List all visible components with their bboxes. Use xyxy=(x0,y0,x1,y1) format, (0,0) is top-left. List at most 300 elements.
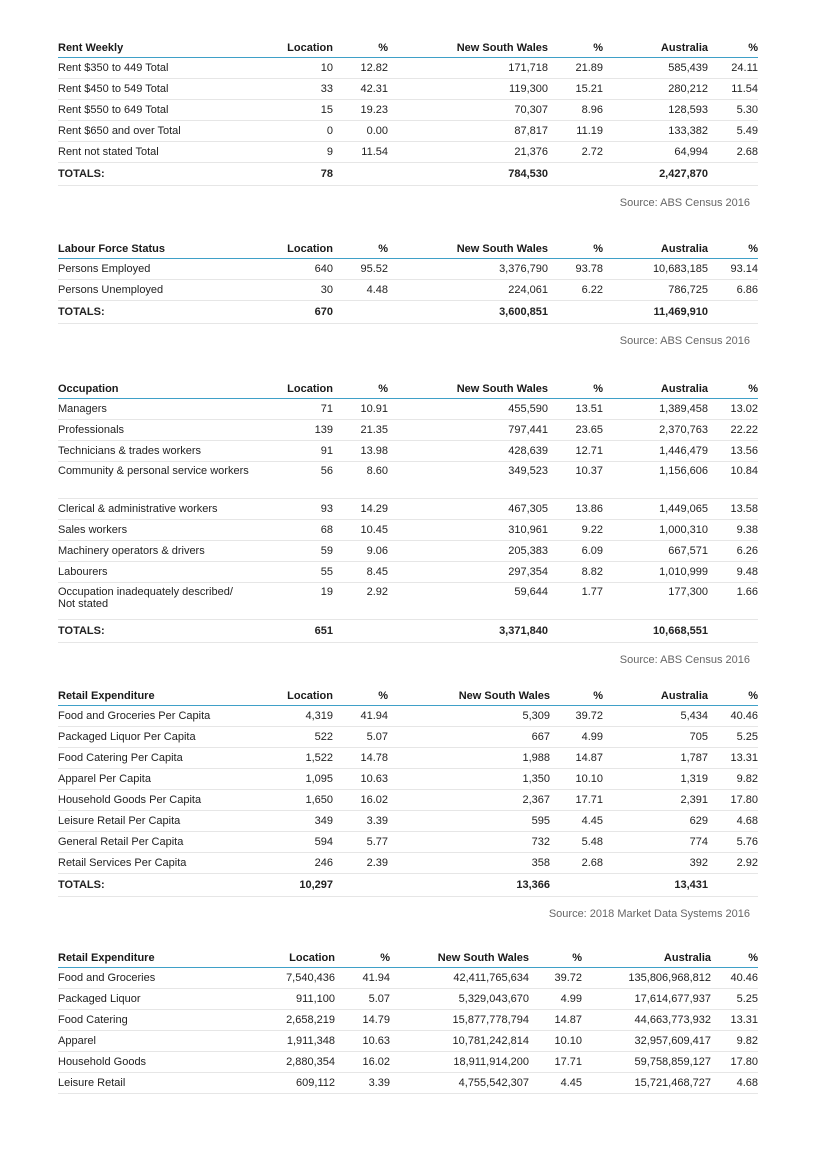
column-header: New South Wales xyxy=(388,239,548,259)
table-cell: 13.31 xyxy=(708,748,758,769)
table-title: Rent Weekly xyxy=(58,38,283,58)
table-cell: 16.02 xyxy=(333,790,388,811)
retail-expenditure-per-capita-section xyxy=(58,686,758,920)
table-cell: 6.22 xyxy=(548,280,603,301)
table-row xyxy=(58,989,758,1010)
table-cell: 139 xyxy=(283,420,333,441)
column-header: % xyxy=(708,686,758,706)
table-cell: 15 xyxy=(283,100,333,121)
row-label: Community & personal service workers xyxy=(58,462,283,499)
totals-cell: 11,469,910 xyxy=(603,301,708,324)
table-cell: 8.96 xyxy=(548,100,603,121)
table-cell: 10 xyxy=(283,58,333,79)
table-cell: 8.82 xyxy=(548,562,603,583)
table-cell: 21,376 xyxy=(388,142,548,163)
table-cell: 171,718 xyxy=(388,58,548,79)
table-cell: 17.71 xyxy=(550,790,603,811)
table-cell: 135,806,968,812 xyxy=(582,968,711,989)
table-row xyxy=(58,100,758,121)
occupation-section xyxy=(58,379,758,666)
totals-label: TOTALS: xyxy=(58,163,283,186)
column-header: % xyxy=(333,686,388,706)
table-cell: 15.21 xyxy=(548,79,603,100)
table-cell: 41.94 xyxy=(333,706,388,727)
table-cell: 9.82 xyxy=(711,1031,758,1052)
table-cell: 1,095 xyxy=(283,769,333,790)
table-cell: 4.68 xyxy=(711,1073,758,1094)
table-row xyxy=(58,832,758,853)
column-header: % xyxy=(529,948,582,968)
table-cell: 1,350 xyxy=(388,769,550,790)
table-cell: 2.92 xyxy=(708,853,758,874)
table-cell: 4.99 xyxy=(529,989,582,1010)
table-cell: 40.46 xyxy=(708,706,758,727)
table-cell: 19.23 xyxy=(333,100,388,121)
table-cell: 7,540,436 xyxy=(283,968,335,989)
table-cell: 5,309 xyxy=(388,706,550,727)
table-cell: 594 xyxy=(283,832,333,853)
column-header: Location xyxy=(283,379,333,399)
table-cell: 13.58 xyxy=(708,499,758,520)
table-cell: 41.94 xyxy=(335,968,390,989)
row-label: Packaged Liquor xyxy=(58,989,283,1010)
table-cell: 4.45 xyxy=(550,811,603,832)
table-row xyxy=(58,727,758,748)
table-cell: 1.66 xyxy=(708,583,758,620)
row-label: Household Goods Per Capita xyxy=(58,790,283,811)
table-cell: 6.86 xyxy=(708,280,758,301)
table-row xyxy=(58,1052,758,1073)
source-note: Source: ABS Census 2016 xyxy=(619,654,750,666)
table-cell: 2,367 xyxy=(388,790,550,811)
table-cell: 2.72 xyxy=(548,142,603,163)
table-cell: 786,725 xyxy=(603,280,708,301)
table-cell: 2,658,219 xyxy=(283,1010,335,1031)
table-cell: 42,411,765,634 xyxy=(390,968,529,989)
column-header: Australia xyxy=(582,948,711,968)
table-cell: 2.68 xyxy=(550,853,603,874)
column-header: % xyxy=(711,948,758,968)
table-cell: 133,382 xyxy=(603,121,708,142)
table-cell: 10.63 xyxy=(333,769,388,790)
table-header-row xyxy=(58,239,758,259)
table-cell: 119,300 xyxy=(388,79,548,100)
table-cell: 609,112 xyxy=(283,1073,335,1094)
row-label: Persons Employed xyxy=(58,259,283,280)
totals-cell xyxy=(548,620,603,643)
table-row xyxy=(58,769,758,790)
row-label: Clerical & administrative workers xyxy=(58,499,283,520)
row-label: Apparel Per Capita xyxy=(58,769,283,790)
table-cell: 5.25 xyxy=(708,727,758,748)
row-label: Rent $650 and over Total xyxy=(58,121,283,142)
table-cell: 30 xyxy=(283,280,333,301)
column-header: New South Wales xyxy=(388,686,550,706)
data-table xyxy=(58,379,758,643)
table-cell: 5.48 xyxy=(550,832,603,853)
table-row xyxy=(58,1010,758,1031)
totals-row xyxy=(58,620,758,643)
totals-label: TOTALS: xyxy=(58,620,283,643)
table-row xyxy=(58,441,758,462)
table-cell: 5.77 xyxy=(333,832,388,853)
table-cell: 13.51 xyxy=(548,399,603,420)
table-cell: 68 xyxy=(283,520,333,541)
table-cell: 10,781,242,814 xyxy=(390,1031,529,1052)
table-cell: 0.00 xyxy=(333,121,388,142)
totals-cell: 13,431 xyxy=(603,874,708,897)
column-header: Australia xyxy=(603,379,708,399)
column-header: Location xyxy=(283,38,333,58)
totals-row xyxy=(58,301,758,324)
table-cell: 5,329,043,670 xyxy=(390,989,529,1010)
table-cell: 0 xyxy=(283,121,333,142)
table-row xyxy=(58,583,758,620)
totals-label: TOTALS: xyxy=(58,874,283,897)
row-label: Food Catering xyxy=(58,1010,283,1031)
table-row xyxy=(58,462,758,499)
column-header: New South Wales xyxy=(388,379,548,399)
source-note: Source: 2018 Market Data Systems 2016 xyxy=(548,908,750,920)
table-cell: 55 xyxy=(283,562,333,583)
column-header: % xyxy=(333,239,388,259)
table-cell: 5,434 xyxy=(603,706,708,727)
table-cell: 1,156,606 xyxy=(603,462,708,499)
table-cell: 17.80 xyxy=(708,790,758,811)
row-label: Persons Unemployed xyxy=(58,280,283,301)
column-header: Australia xyxy=(603,38,708,58)
table-cell: 40.46 xyxy=(711,968,758,989)
table-cell: 428,639 xyxy=(388,441,548,462)
table-cell: 8.60 xyxy=(333,462,388,499)
table-cell: 9.38 xyxy=(708,520,758,541)
table-cell: 10.84 xyxy=(708,462,758,499)
table-cell: 10.10 xyxy=(529,1031,582,1052)
table-cell: 9.06 xyxy=(333,541,388,562)
table-cell: 59,758,859,127 xyxy=(582,1052,711,1073)
table-cell: 64,994 xyxy=(603,142,708,163)
totals-row xyxy=(58,874,758,897)
table-cell: 1,319 xyxy=(603,769,708,790)
table-cell: 9 xyxy=(283,142,333,163)
table-cell: 3,376,790 xyxy=(388,259,548,280)
totals-cell: 670 xyxy=(283,301,333,324)
row-label: Machinery operators & drivers xyxy=(58,541,283,562)
totals-row xyxy=(58,163,758,186)
column-header: % xyxy=(548,379,603,399)
table-cell: 10.37 xyxy=(548,462,603,499)
table-row xyxy=(58,280,758,301)
table-cell: 667 xyxy=(388,727,550,748)
table-cell: 732 xyxy=(388,832,550,853)
table-row xyxy=(58,142,758,163)
row-label: Labourers xyxy=(58,562,283,583)
row-label: Rent $450 to 549 Total xyxy=(58,79,283,100)
table-cell: 11.19 xyxy=(548,121,603,142)
table-cell: 17.80 xyxy=(711,1052,758,1073)
row-label: Retail Services Per Capita xyxy=(58,853,283,874)
table-cell: 1.77 xyxy=(548,583,603,620)
table-cell: 6.26 xyxy=(708,541,758,562)
table-cell: 14.78 xyxy=(333,748,388,769)
column-header: % xyxy=(550,686,603,706)
table-row xyxy=(58,748,758,769)
row-label: General Retail Per Capita xyxy=(58,832,283,853)
table-cell: 8.45 xyxy=(333,562,388,583)
table-cell: 14.87 xyxy=(550,748,603,769)
totals-cell xyxy=(548,163,603,186)
table-cell: 10,683,185 xyxy=(603,259,708,280)
table-cell: 15,721,468,727 xyxy=(582,1073,711,1094)
table-cell: 9.22 xyxy=(548,520,603,541)
table-title: Retail Expenditure xyxy=(58,948,283,968)
row-label: Packaged Liquor Per Capita xyxy=(58,727,283,748)
column-header: % xyxy=(548,239,603,259)
column-header: % xyxy=(548,38,603,58)
table-header-row xyxy=(58,38,758,58)
table-cell: 2,370,763 xyxy=(603,420,708,441)
data-table xyxy=(58,686,758,897)
table-row xyxy=(58,499,758,520)
column-header: Location xyxy=(283,239,333,259)
table-cell: 5.25 xyxy=(711,989,758,1010)
table-cell: 1,389,458 xyxy=(603,399,708,420)
table-cell: 2,391 xyxy=(603,790,708,811)
table-cell: 177,300 xyxy=(603,583,708,620)
table-cell: 4,755,542,307 xyxy=(390,1073,529,1094)
totals-cell: 651 xyxy=(283,620,333,643)
table-cell: 205,383 xyxy=(388,541,548,562)
table-cell: 17,614,677,937 xyxy=(582,989,711,1010)
table-cell: 17.71 xyxy=(529,1052,582,1073)
column-header: New South Wales xyxy=(388,38,548,58)
totals-cell: 10,668,551 xyxy=(603,620,708,643)
totals-cell: 3,371,840 xyxy=(388,620,548,643)
table-cell: 9.82 xyxy=(708,769,758,790)
table-cell: 9.48 xyxy=(708,562,758,583)
table-cell: 32,957,609,417 xyxy=(582,1031,711,1052)
table-cell: 33 xyxy=(283,79,333,100)
table-row xyxy=(58,58,758,79)
table-header-row xyxy=(58,686,758,706)
table-row xyxy=(58,1073,758,1094)
row-label: Sales workers xyxy=(58,520,283,541)
column-header: % xyxy=(708,379,758,399)
row-label: Technicians & trades workers xyxy=(58,441,283,462)
totals-cell xyxy=(708,301,758,324)
table-cell: 14.29 xyxy=(333,499,388,520)
table-cell: 21.89 xyxy=(548,58,603,79)
column-header: % xyxy=(708,239,758,259)
table-cell: 667,571 xyxy=(603,541,708,562)
column-header: Location xyxy=(283,686,333,706)
table-cell: 22.22 xyxy=(708,420,758,441)
table-cell: 93.14 xyxy=(708,259,758,280)
table-cell: 21.35 xyxy=(333,420,388,441)
table-cell: 3.39 xyxy=(333,811,388,832)
row-label: Professionals xyxy=(58,420,283,441)
table-cell: 12.82 xyxy=(333,58,388,79)
table-cell: 13.56 xyxy=(708,441,758,462)
table-row xyxy=(58,1031,758,1052)
row-label: Leisure Retail Per Capita xyxy=(58,811,283,832)
rent-weekly-section xyxy=(58,38,758,209)
table-cell: 640 xyxy=(283,259,333,280)
table-cell: 15,877,778,794 xyxy=(390,1010,529,1031)
row-label: Food and Groceries Per Capita xyxy=(58,706,283,727)
data-table xyxy=(58,948,758,1094)
table-cell: 44,663,773,932 xyxy=(582,1010,711,1031)
totals-cell xyxy=(550,874,603,897)
table-cell: 5.07 xyxy=(333,727,388,748)
row-label: Food Catering Per Capita xyxy=(58,748,283,769)
totals-cell xyxy=(333,163,388,186)
table-cell: 4,319 xyxy=(283,706,333,727)
table-cell: 585,439 xyxy=(603,58,708,79)
table-cell: 87,817 xyxy=(388,121,548,142)
totals-label: TOTALS: xyxy=(58,301,283,324)
table-row xyxy=(58,541,758,562)
table-cell: 349,523 xyxy=(388,462,548,499)
table-title: Retail Expenditure xyxy=(58,686,283,706)
table-cell: 1,522 xyxy=(283,748,333,769)
totals-cell xyxy=(708,620,758,643)
table-row xyxy=(58,562,758,583)
table-cell: 280,212 xyxy=(603,79,708,100)
table-cell: 392 xyxy=(603,853,708,874)
table-cell: 5.49 xyxy=(708,121,758,142)
table-cell: 224,061 xyxy=(388,280,548,301)
table-cell: 13.31 xyxy=(711,1010,758,1031)
table-row xyxy=(58,853,758,874)
table-cell: 455,590 xyxy=(388,399,548,420)
table-cell: 467,305 xyxy=(388,499,548,520)
totals-cell: 78 xyxy=(283,163,333,186)
row-label: Rent $550 to 649 Total xyxy=(58,100,283,121)
table-cell: 91 xyxy=(283,441,333,462)
totals-cell xyxy=(333,301,388,324)
table-cell: 19 xyxy=(283,583,333,620)
table-cell: 1,787 xyxy=(603,748,708,769)
column-header: Australia xyxy=(603,686,708,706)
table-cell: 5.30 xyxy=(708,100,758,121)
table-cell: 3.39 xyxy=(335,1073,390,1094)
data-table xyxy=(58,239,758,324)
table-cell: 12.71 xyxy=(548,441,603,462)
table-cell: 95.52 xyxy=(333,259,388,280)
table-cell: 1,446,479 xyxy=(603,441,708,462)
table-cell: 10.10 xyxy=(550,769,603,790)
table-cell: 2,880,354 xyxy=(283,1052,335,1073)
table-cell: 1,911,348 xyxy=(283,1031,335,1052)
row-label: Apparel xyxy=(58,1031,283,1052)
labour-force-section xyxy=(58,239,758,347)
table-cell: 39.72 xyxy=(550,706,603,727)
totals-cell: 3,600,851 xyxy=(388,301,548,324)
table-cell: 11.54 xyxy=(708,79,758,100)
table-cell: 16.02 xyxy=(335,1052,390,1073)
table-header-row xyxy=(58,948,758,968)
table-cell: 1,449,065 xyxy=(603,499,708,520)
totals-cell: 10,297 xyxy=(283,874,333,897)
table-cell: 522 xyxy=(283,727,333,748)
totals-cell xyxy=(708,163,758,186)
totals-cell: 13,366 xyxy=(388,874,550,897)
table-cell: 23.65 xyxy=(548,420,603,441)
retail-expenditure-total-section xyxy=(58,948,758,1094)
table-cell: 4.48 xyxy=(333,280,388,301)
table-cell: 13.02 xyxy=(708,399,758,420)
source-note: Source: ABS Census 2016 xyxy=(619,197,750,209)
table-cell: 14.79 xyxy=(335,1010,390,1031)
totals-cell xyxy=(333,620,388,643)
table-cell: 13.98 xyxy=(333,441,388,462)
column-header: Australia xyxy=(603,239,708,259)
table-cell: 56 xyxy=(283,462,333,499)
table-cell: 39.72 xyxy=(529,968,582,989)
column-header: % xyxy=(335,948,390,968)
table-cell: 14.87 xyxy=(529,1010,582,1031)
data-table xyxy=(58,38,758,186)
column-header: Location xyxy=(283,948,335,968)
table-cell: 2.92 xyxy=(333,583,388,620)
table-cell: 4.45 xyxy=(529,1073,582,1094)
table-cell: 59 xyxy=(283,541,333,562)
column-header: % xyxy=(333,379,388,399)
column-header: New South Wales xyxy=(390,948,529,968)
table-row xyxy=(58,968,758,989)
column-header: % xyxy=(333,38,388,58)
totals-cell: 2,427,870 xyxy=(603,163,708,186)
table-cell: 10.91 xyxy=(333,399,388,420)
table-cell: 297,354 xyxy=(388,562,548,583)
table-cell: 5.07 xyxy=(335,989,390,1010)
table-cell: 10.63 xyxy=(335,1031,390,1052)
table-row xyxy=(58,79,758,100)
table-cell: 797,441 xyxy=(388,420,548,441)
table-header-row xyxy=(58,379,758,399)
table-cell: 93 xyxy=(283,499,333,520)
table-row xyxy=(58,520,758,541)
row-label: Occupation inadequately described/ Not stated xyxy=(58,583,283,620)
table-cell: 911,100 xyxy=(283,989,335,1010)
table-cell: 6.09 xyxy=(548,541,603,562)
table-cell: 1,988 xyxy=(388,748,550,769)
table-cell: 11.54 xyxy=(333,142,388,163)
table-row xyxy=(58,811,758,832)
totals-cell xyxy=(708,874,758,897)
table-cell: 774 xyxy=(603,832,708,853)
table-row xyxy=(58,259,758,280)
table-cell: 71 xyxy=(283,399,333,420)
column-header: % xyxy=(708,38,758,58)
table-cell: 2.39 xyxy=(333,853,388,874)
table-cell: 93.78 xyxy=(548,259,603,280)
totals-cell: 784,530 xyxy=(388,163,548,186)
table-cell: 4.68 xyxy=(708,811,758,832)
table-cell: 358 xyxy=(388,853,550,874)
table-title: Labour Force Status xyxy=(58,239,283,259)
table-cell: 246 xyxy=(283,853,333,874)
row-label: Food and Groceries xyxy=(58,968,283,989)
table-row xyxy=(58,706,758,727)
table-cell: 4.99 xyxy=(550,727,603,748)
table-title: Occupation xyxy=(58,379,283,399)
table-cell: 42.31 xyxy=(333,79,388,100)
table-row xyxy=(58,399,758,420)
source-note: Source: ABS Census 2016 xyxy=(619,335,750,347)
totals-cell xyxy=(333,874,388,897)
